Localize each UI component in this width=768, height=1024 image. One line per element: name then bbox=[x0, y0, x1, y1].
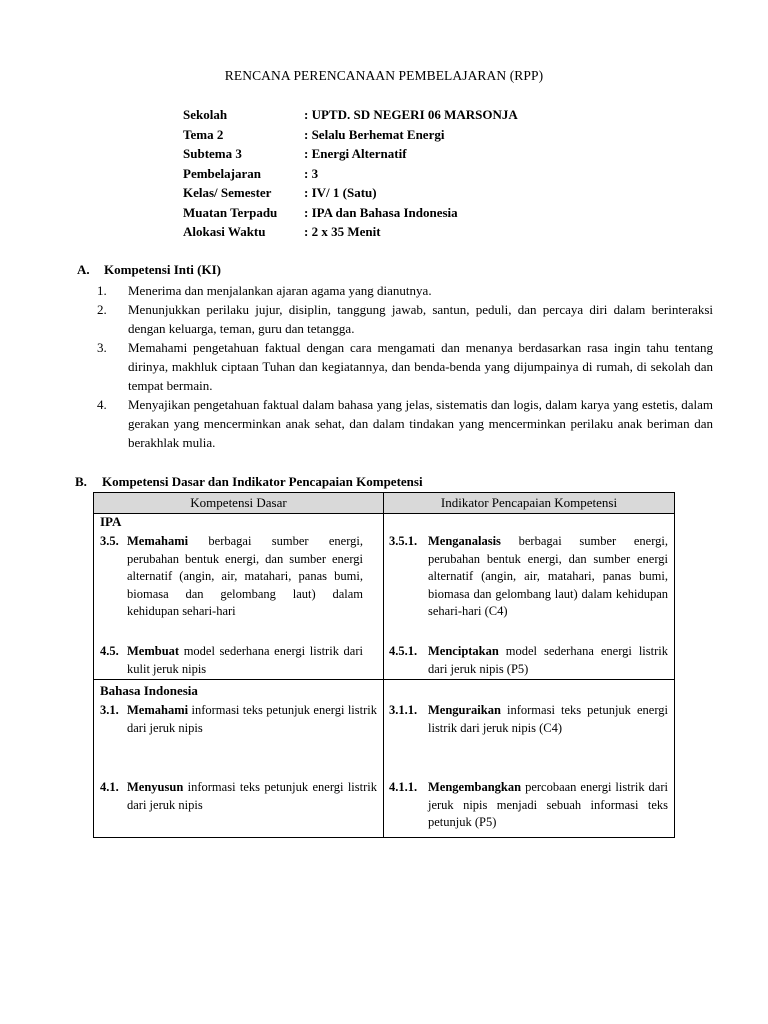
header-kompetensi-dasar: Kompetensi Dasar bbox=[190, 495, 287, 510]
identity-key: Subtema 3 bbox=[183, 146, 242, 161]
kd-number: 4.1. bbox=[100, 780, 119, 794]
header-indikator: Indikator Pencapaian Kompetensi bbox=[440, 495, 618, 510]
list-item bbox=[97, 300, 713, 338]
ipk-text bbox=[389, 643, 668, 678]
identity-row bbox=[183, 185, 518, 205]
kd-verb: Menyusun bbox=[127, 780, 184, 794]
ipk-item bbox=[389, 702, 668, 737]
ipk-number: 3.1.1. bbox=[389, 703, 418, 717]
ipk-rest: percobaan energi listrik dari jeruk nipis menjadi sebuah informasi teks petunjuk (P5) bbox=[428, 780, 668, 829]
identity-key: Tema 2 bbox=[183, 126, 224, 142]
ipk-text bbox=[389, 533, 668, 621]
section-title: Kompetensi Inti (KI) bbox=[104, 262, 221, 277]
kd-item bbox=[100, 643, 363, 678]
kd-rest: berbagai sumber energi, perubahan bentuk energi, dan sumber energi alternatif (angin, air, matahari, panas bumi, biomasa dan gelombang laut) dalam kehidupan sehari-hari bbox=[127, 534, 363, 618]
identity-value: : 3 bbox=[304, 165, 319, 181]
list-text: Menerima dan menjalankan ajaran agama yang dianutnya. bbox=[128, 283, 432, 298]
kd-item bbox=[100, 533, 363, 621]
ipk-number: 3.5.1. bbox=[389, 534, 418, 548]
ipk-verb: Menguraikan bbox=[428, 703, 501, 717]
kd-table bbox=[93, 492, 675, 838]
ipk-rest: model sederhana energi listrik dari jeruk nipis (P5) bbox=[428, 644, 668, 676]
list-item bbox=[97, 338, 713, 395]
identity-table bbox=[183, 107, 518, 244]
list-text: Memahami pengetahuan faktual dengan cara mengamati dan menanya berdasarkan rasa ingin tahu tentang dirinya, makhluk ciptaan Tuhan dan kegiatannya, dan benda-benda yang dijumpainya di rumah, di sekolah dan tempat bermain. bbox=[128, 340, 713, 393]
ipk-rest: berbagai sumber energi, perubahan bentuk energi, dan sumber energi alternatif (angin, air, matahari, panas bumi, biomasa dan gelombang laut) dalam kehidupan sehari-hari (C4) bbox=[428, 534, 668, 618]
ipk-rest: informasi teks petunjuk energi listrik dari jeruk nipis (C4) bbox=[428, 703, 668, 735]
group-label: IPA bbox=[100, 514, 122, 529]
table-header bbox=[94, 493, 674, 514]
identity-value: : UPTD. SD NEGERI 06 MARSONJA bbox=[304, 107, 518, 122]
list-item bbox=[97, 281, 713, 300]
group-divider bbox=[94, 679, 674, 680]
identity-key: Kelas/ Semester bbox=[183, 185, 272, 200]
list-text: Menyajikan pengetahuan faktual dalam bahasa yang jelas, sistematis dan logis, dalam karya yang estetis, dalam gerakan yang mencerminkan anak sehat, dan dalam tindakan yang mencerminkan perilaku anak beriman dan berakhlak mulia. bbox=[128, 397, 713, 450]
kd-item bbox=[100, 702, 377, 737]
ipk-number: 4.1.1. bbox=[389, 780, 418, 794]
kd-verb: Membuat bbox=[127, 644, 180, 658]
identity-key: Muatan Terpadu bbox=[183, 204, 278, 220]
identity-value: : 2 x 35 Menit bbox=[304, 224, 381, 239]
kd-rest: model sederhana energi listrik dari kulit jeruk nipis bbox=[127, 644, 363, 676]
ipk-text bbox=[389, 779, 668, 832]
identity-key: Pembelajaran bbox=[183, 165, 261, 181]
section-title: Kompetensi Dasar dan Indikator Pencapaian Kompetensi bbox=[102, 474, 423, 489]
kd-rest: informasi teks petunjuk energi listrik dari jeruk nipis bbox=[127, 780, 377, 812]
identity-row bbox=[183, 107, 518, 127]
identity-row bbox=[183, 166, 518, 186]
ipk-item bbox=[389, 779, 668, 832]
identity-row bbox=[183, 127, 518, 147]
kd-verb: Memahami bbox=[127, 703, 189, 717]
list-text: Menunjukkan perilaku jujur, disiplin, tanggung jawab, santun, peduli, dan percaya diri dalam berinteraksi dengan keluarga, teman, guru dan tetangga. bbox=[128, 302, 713, 336]
list-number: 1. bbox=[97, 283, 107, 298]
kd-text bbox=[100, 779, 377, 814]
identity-key: Sekolah bbox=[183, 107, 228, 122]
identity-value: : Energi Alternatif bbox=[304, 146, 407, 161]
section-b-heading bbox=[75, 474, 423, 490]
identity-row bbox=[183, 146, 518, 166]
ipk-number: 4.5.1. bbox=[389, 644, 418, 658]
ipk-item bbox=[389, 533, 668, 621]
column-divider bbox=[383, 493, 384, 837]
section-letter: A. bbox=[77, 262, 90, 277]
kd-verb: Memahami bbox=[127, 534, 189, 548]
identity-row bbox=[183, 205, 518, 225]
section-a-heading bbox=[77, 262, 221, 278]
ipk-text bbox=[389, 702, 668, 737]
ipk-verb: Mengembangkan bbox=[428, 780, 522, 794]
ipk-verb: Menciptakan bbox=[428, 644, 499, 658]
kd-text bbox=[100, 702, 377, 737]
ki-list bbox=[97, 281, 713, 452]
identity-value: : Selalu Berhemat Energi bbox=[304, 126, 445, 142]
kd-text bbox=[100, 643, 363, 678]
identity-value: : IPA dan Bahasa Indonesia bbox=[304, 204, 458, 220]
identity-value: : IV/ 1 (Satu) bbox=[304, 185, 377, 200]
list-item bbox=[97, 395, 713, 452]
kd-item bbox=[100, 779, 377, 814]
kd-number: 3.1. bbox=[100, 703, 119, 717]
identity-key: Alokasi Waktu bbox=[183, 224, 266, 239]
ipk-item bbox=[389, 643, 668, 678]
kd-text bbox=[100, 533, 363, 621]
ipk-verb: Menganalasis bbox=[428, 534, 501, 548]
kd-number: 3.5. bbox=[100, 534, 119, 548]
group-label: Bahasa Indonesia bbox=[100, 683, 198, 698]
list-number: 4. bbox=[97, 397, 107, 412]
document-title: RENCANA PERENCANAAN PEMBELAJARAN (RPP) bbox=[224, 68, 544, 83]
kd-number: 4.5. bbox=[100, 644, 119, 658]
list-number: 2. bbox=[97, 302, 107, 317]
kd-rest: informasi teks petunjuk energi listrik dari jeruk nipis bbox=[127, 703, 377, 735]
list-number: 3. bbox=[97, 340, 107, 355]
identity-row bbox=[183, 224, 518, 244]
section-letter: B. bbox=[75, 474, 87, 489]
